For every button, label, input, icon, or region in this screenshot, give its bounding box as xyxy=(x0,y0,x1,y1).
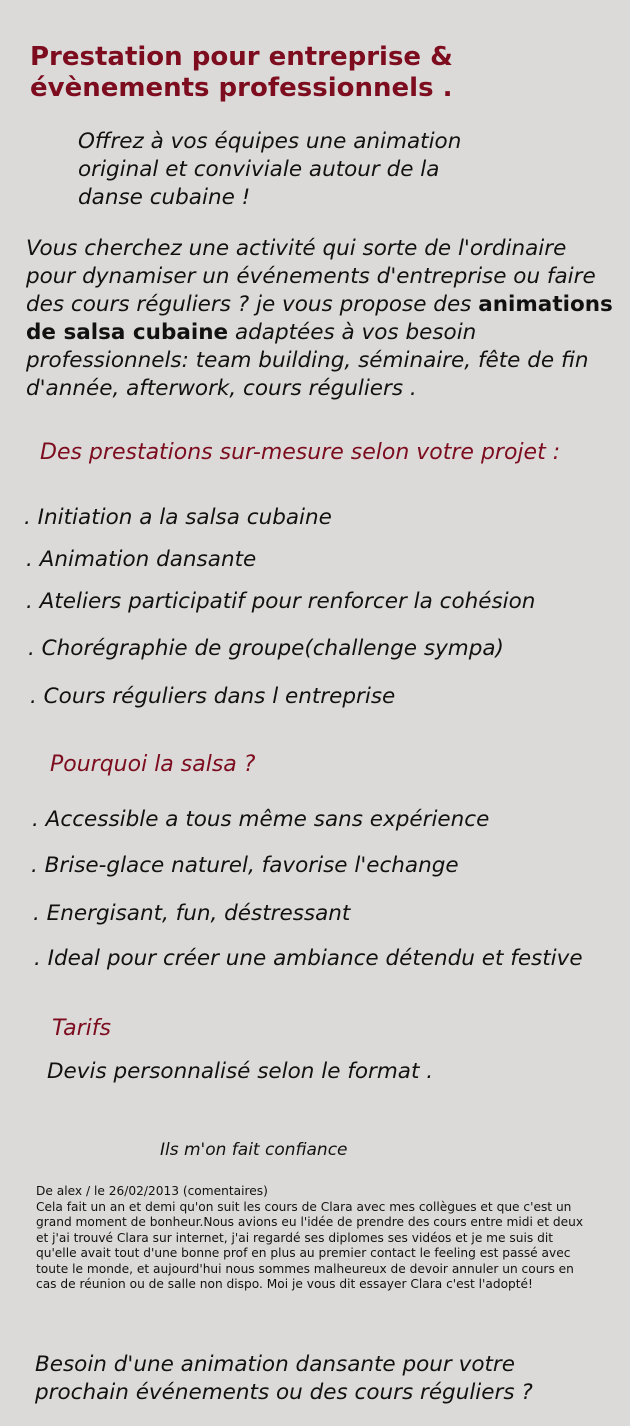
paragraph-start: Vous cherchez une activité qui sorte de l'ordinaire pour dynamiser un événements d'entreprise ou faire des cours réguliers ? je vous propose des xyxy=(26,236,596,317)
comment-line: toute le monde, et aujourd'hui nous sommes malheureux de devoir annuler un cours en xyxy=(36,1261,574,1276)
pourquoi-item: . Energisant, fun, déstressant xyxy=(33,901,351,926)
tarifs-text: Devis personnalisé selon le format . xyxy=(47,1059,434,1084)
prestation-item: . Cours réguliers dans l entreprise xyxy=(30,684,396,709)
comment-author-line: De alex / le 26/02/2013 (comentaires) xyxy=(36,1184,268,1198)
intro-text: Offrez à vos équipes une animation original et conviviale autour de la danse cubaine ! xyxy=(78,129,462,210)
pourquoi-heading: Pourquoi la salsa ? xyxy=(50,752,256,777)
comment-line: qu'elle avait tout d'une bonne prof en plus au premier contact le feeling est passé avec xyxy=(36,1246,571,1260)
tarifs-heading: Tarifs xyxy=(52,1016,111,1041)
prestation-item: . Chorégraphie de groupe(challenge sympa) xyxy=(28,636,504,661)
comment-line: Cela fait un an et demi qu'on suit les cours de Clara avec mes collègues et que c'est un xyxy=(36,1199,572,1214)
comment-line: cas de réunion ou de salle non dispo. Moi je vous dit essayer Clara c'est l'adopté! xyxy=(36,1277,533,1291)
description-paragraph xyxy=(26,235,621,403)
page-title: Prestation pour entreprise & évènements professionnels . xyxy=(30,42,453,103)
pourquoi-item: . Brise-glace naturel, favorise l'echange xyxy=(31,853,459,878)
testimonial-comment xyxy=(36,1184,586,1293)
pourquoi-item: . Ideal pour créer une ambiance détendu et festive xyxy=(34,946,583,971)
prestation-item: . Ateliers participatif pour renforcer la cohésion xyxy=(26,589,536,614)
call-to-action: Besoin d'une animation dansante pour votre prochain événements ou des cours réguliers ? xyxy=(35,1352,533,1405)
testimonials-heading: Ils m'on fait confiance xyxy=(160,1140,348,1160)
paragraph-end: adaptées à vos besoin professionnels: team building, séminaire, fête de fin d'année, afterwork, cours réguliers . xyxy=(26,320,589,401)
prestation-item: . Animation dansante xyxy=(26,547,257,572)
pourquoi-item: . Accessible a tous même sans expérience xyxy=(32,807,490,832)
prestation-item: . Initiation a la salsa cubaine xyxy=(24,505,332,530)
paragraph-bold: animations de salsa cubaine xyxy=(26,292,613,345)
comment-line: grand moment de bonheur.Nous avions eu l'idée de prendre des cours entre midi et deux xyxy=(36,1215,584,1229)
comment-line: et j'ai trouvé Clara sur internet, j'ai regardé ses diplomes ses vidéos et je me suis dit xyxy=(36,1230,554,1245)
prestations-heading: Des prestations sur-mesure selon votre projet : xyxy=(40,440,561,465)
